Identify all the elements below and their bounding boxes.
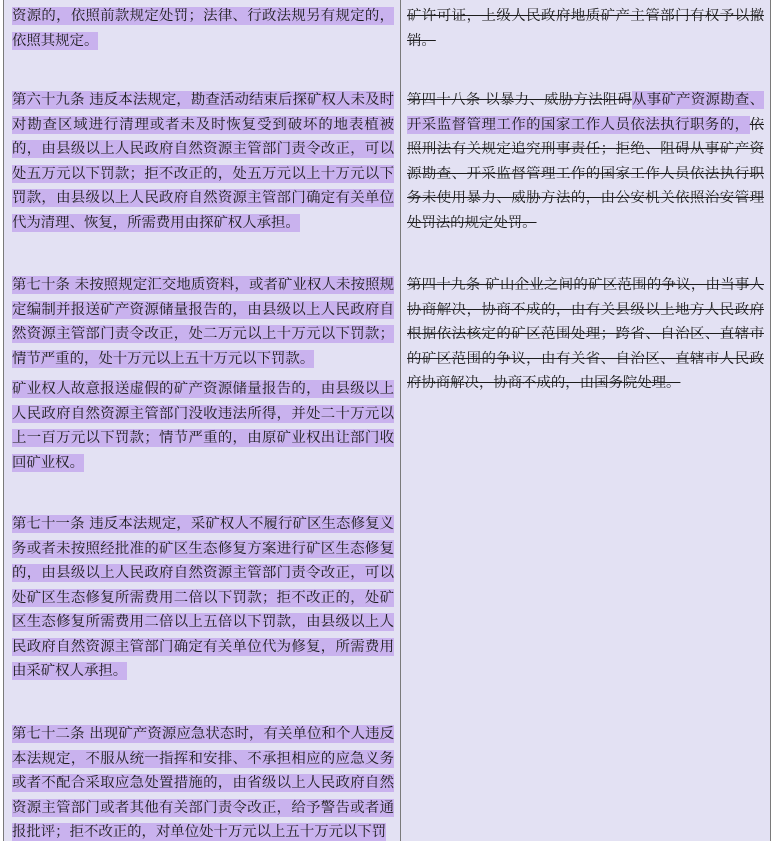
old-law-column [401,0,770,841]
article-70 [12,273,394,371]
article-48-deleted-end: 依照刑法有关规定追究刑事责任；拒绝、阻碍从事矿产资源勘查、开采监督管理工作的国家工作人员依法执行职务未使用暴力、威胁方法的，由公安机关依照治安管理处罚法的规定处罚。 [407,116,764,231]
new-law-column [4,0,401,841]
article-69 [12,88,394,235]
article-70-body: 未按照规定汇交地质资料，或者矿业权人未按照规定编制并报送矿产资源储量报告的，由县级以上人民政府自然资源主管部门责令改正，处二万元以上十万元以下罚款；情节严重的，处十万元以上五十万元以下罚款。 [12,277,394,367]
article-48-deleted-start: 第四十八条 以暴力、威胁方法阻碍 [407,92,633,108]
article-71-number: 第七十一条 [12,516,85,532]
article-71 [12,512,394,684]
article-48-old [407,88,764,235]
article-70-paragraph-2 [12,377,394,475]
article-69-number: 第六十九条 [12,92,85,108]
article-48-retained: 从事矿产资源勘查、开采监督管理工作的国家工作人员依法执行职务的， [407,92,764,133]
article-49-deleted: 第四十九条 矿山企业之间的矿区范围的争议，由当事人协商解决，协商不成的，由有关县级以上地方人民政府根据依法核定的矿区范围处理；跨省、自治区、直辖市的矿区范围的争议，由有关省、自治区、直辖市人民政府协商解决，协商不成的，由国务院处理。 [407,277,764,391]
article-69-body: 违反本法规定，勘查活动结束后探矿权人未及时对勘查区域进行清理或者未及时恢复受到破坏的地表植被的，由县级以上人民政府自然资源主管部门责令改正，可以处五万元以下罚款；拒不改正的，处五万元以上十万元以下罚款，由县级以上人民政府自然资源主管部门确定有关单位代为清理、恢复，所需费用由探矿权人承担。 [12,92,394,231]
article-70-paragraph-2-text: 矿业权人故意报送虚假的矿产资源储量报告的，由县级以上人民政府自然资源主管部门没收违法所得，并处二十万元以上一百万元以下罚款；情节严重的，由原矿业权出让部门收回矿业权。 [12,381,394,471]
deleted-text: 矿许可证，上级人民政府地质矿产主管部门有权予以撤销。 [407,8,764,49]
article-70-number: 第七十条 [12,277,71,293]
highlighted-text: 资源的，依照前款规定处罚；法律、行政法规另有规定的，依照其规定。 [12,8,394,49]
article-72 [12,722,394,841]
article-72-number: 第七十二条 [12,726,85,742]
paragraph-prior-tail-old [407,4,764,53]
article-49-old [407,273,764,396]
article-72-body: 出现矿产资源应急状态时，有关单位和个人违反本法规定，不服从统一指挥和安排、不承担相应的应急义务或者不配合采取应急处置措施的，由省级以上人民政府自然资源主管部门或者其他有关部门责令改正，给予警告或者通报批评；拒不改正的，对单位处十万元以上五十万元以下罚 [12,726,394,840]
comparison-table [3,0,771,841]
paragraph-prior-tail [12,4,394,53]
article-71-body: 违反本法规定，采矿权人不履行矿区生态修复义务或者未按照经批准的矿区生态修复方案进行矿区生态修复的，由县级以上人民政府自然资源主管部门责令改正，可以处矿区生态修复所需费用二倍以下罚款；拒不改正的，处矿区生态修复所需费用二倍以上五倍以下罚款，由县级以上人民政府自然资源主管部门确定有关单位代为修复，所需费用由采矿权人承担。 [12,516,394,679]
